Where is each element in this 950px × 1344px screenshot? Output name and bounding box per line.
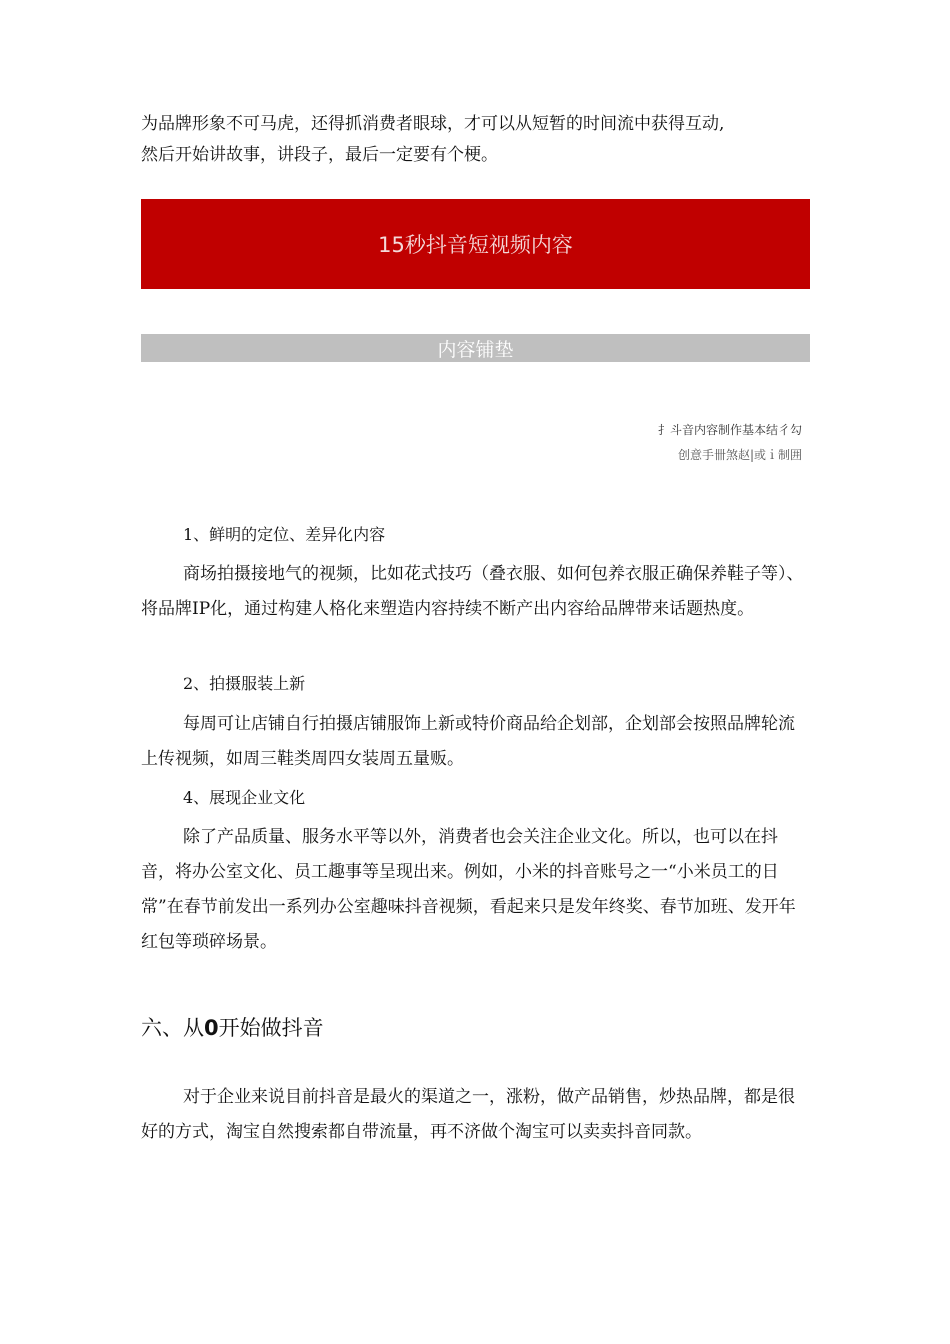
section-heading-prefix: 六、从 <box>141 1016 204 1040</box>
gray-bar-label: 内容铺垫 <box>437 338 514 361</box>
item-heading-2: 2、拍摄服装上新 <box>183 674 306 693</box>
content-diagram-red-banner <box>141 199 810 289</box>
section-heading <box>141 1012 324 1042</box>
item-heading-3: 4、展现企业文化 <box>183 788 306 807</box>
intro-paragraph <box>141 109 811 171</box>
item-body-2: 每周可让店铺自行拍摄店铺服饰上新或特价商品给企划部，企划部会按照品牌轮流上传视频，如周三鞋类周四女装周五量贩。 <box>141 714 795 769</box>
diagram-caption-credit: 创意手卌煞赵|或ｉ制囲 <box>677 448 802 462</box>
red-banner-title: 15秒抖音短视频内容 <box>378 233 573 257</box>
closing-paragraph: 对于企业来说目前抖音是最火的渠道之一，涨粉，做产品销售，炒热品牌，都是很好的方式，淘宝自然搜索都自带流量，再不济做个淘宝可以卖卖抖音同款。 <box>141 1087 795 1142</box>
intro-line-1: 为品牌形象不可马虎，还得抓消费者眼球，才可以从短暂的时间流中获得互动, <box>141 114 725 134</box>
item-heading-1: 1、鲜明的定位、差异化内容 <box>183 525 386 544</box>
section-heading-suffix: 开始做抖音 <box>218 1016 324 1040</box>
diagram-caption-title: 扌斗音内容制作基本结彳勾 <box>657 423 802 437</box>
content-diagram-gray-bar <box>141 334 810 362</box>
intro-line-2: 然后开始讲故事，讲段子，最后一定要有个梗。 <box>141 145 498 165</box>
item-body-3: 除了产品质量、服务水平等以外，消费者也会关注企业文化。所以，也可以在抖音，将办公室文化、员工趣事等呈现出来。例如，小米的抖音账号之一“小米员工的日常”在春节前发出一系列办公室趣味抖音视频，看起来只是发年终奖、春节加班、发开年红包等琐碎场景。 <box>141 827 796 952</box>
item-body-1: 商场拍摄接地气的视频，比如花式技巧（叠衣服、如何包养衣服正确保养鞋子等）、将品牌IP化，通过构建人格化来塑造内容持续不断产出内容给品牌带来话题热度。 <box>141 564 804 619</box>
section-heading-number: 0 <box>204 1016 219 1040</box>
